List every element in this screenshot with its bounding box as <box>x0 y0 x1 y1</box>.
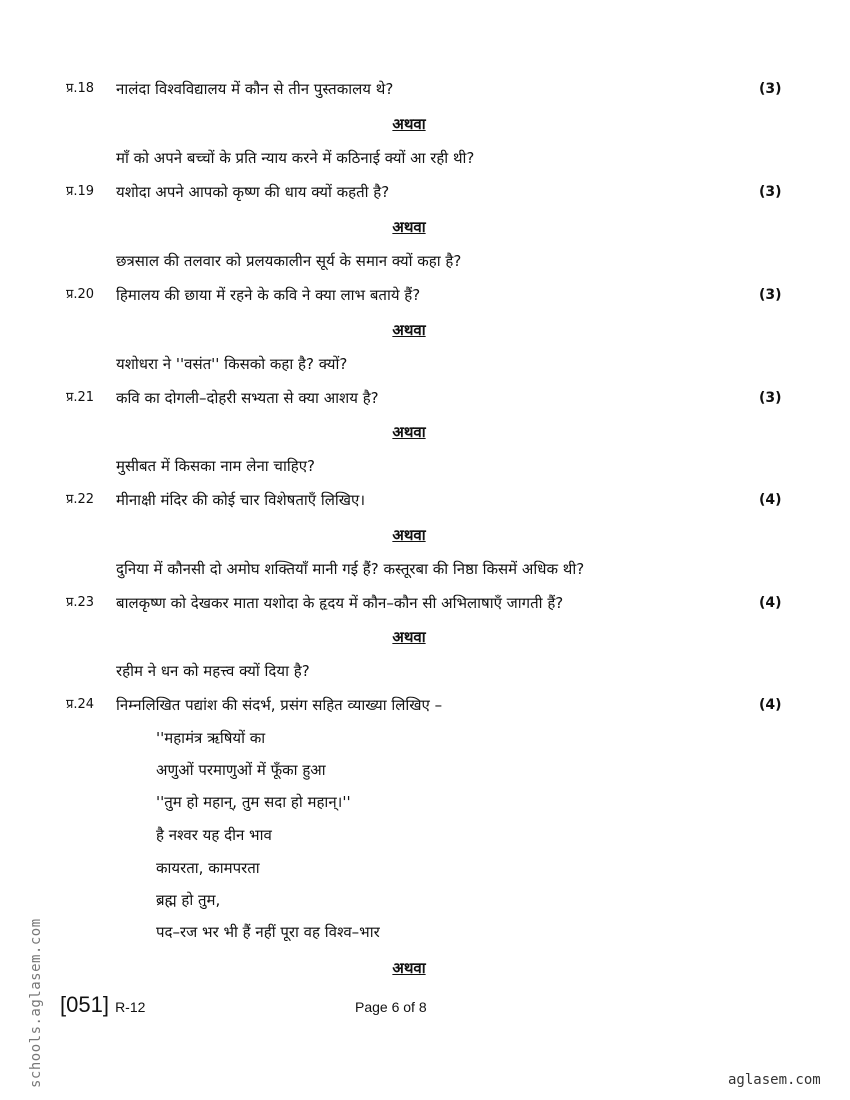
question-number: प्र.21 <box>66 390 95 405</box>
poem-line: अणुओं परमाणुओं में फूँका हुआ <box>156 761 326 779</box>
question-text: यशोदा अपने आपको कृष्ण की धाय क्यों कहती है? <box>116 183 390 201</box>
paper-code-number: [051] <box>60 992 109 1017</box>
poem-line: ब्रह्म हो तुम, <box>156 891 221 909</box>
alternative-question: दुनिया में कौनसी दो अमोघ शक्तियाँ मानी गई हैं? कस्तूरबा की निष्ठा किसमें अधिक थी? <box>116 560 585 578</box>
question-text: निम्नलिखित पद्यांश की संदर्भ, प्रसंग सहित व्याख्या लिखिए – <box>116 696 443 714</box>
page-number: Page 6 of 8 <box>355 999 427 1015</box>
question-marks: (4) <box>759 697 782 713</box>
or-label: अथवा <box>392 959 426 977</box>
question-number: प्र.18 <box>66 81 95 96</box>
question-number: प्र.19 <box>66 184 95 199</box>
or-label: अथवा <box>392 115 426 133</box>
question-number: प्र.24 <box>66 697 95 712</box>
poem-line: कायरता, कामपरता <box>156 859 260 877</box>
alternative-question: मुसीबत में किसका नाम लेना चाहिए? <box>116 457 315 475</box>
question-number: प्र.20 <box>66 287 95 302</box>
poem-line: ''महामंत्र ऋषियों का <box>156 729 266 747</box>
question-text: हिमालय की छाया में रहने के कवि ने क्या लाभ बताये हैं? <box>116 286 421 304</box>
or-label: अथवा <box>392 423 426 441</box>
question-text: बालकृष्ण को देखकर माता यशोदा के हृदय में कौन–कौन सी अभिलाषाएँ जागती हैं? <box>116 594 564 612</box>
side-watermark: schools.aglasem.com <box>28 918 44 1088</box>
alternative-question: छत्रसाल की तलवार को प्रलयकालीन सूर्य के समान क्यों कहा है? <box>116 252 462 270</box>
question-number: प्र.22 <box>66 492 95 507</box>
paper-code <box>60 992 145 1018</box>
question-marks: (3) <box>759 81 782 97</box>
or-label: अथवा <box>392 218 426 236</box>
alternative-question: रहीम ने धन को महत्त्व क्यों दिया है? <box>116 662 310 680</box>
question-marks: (4) <box>759 492 782 508</box>
question-text: मीनाक्षी मंदिर की कोई चार विशेषताएँ लिखिए। <box>116 491 366 509</box>
or-label: अथवा <box>392 628 426 646</box>
question-marks: (3) <box>759 184 782 200</box>
alternative-question: माँ को अपने बच्चों के प्रति न्याय करने में कठिनाई क्यों आ रही थी? <box>116 149 475 167</box>
bottom-watermark: aglasem.com <box>728 1072 821 1088</box>
question-number: प्र.23 <box>66 595 95 610</box>
question-text: कवि का दोगली–दोहरी सभ्यता से क्या आशय है? <box>116 389 379 407</box>
question-marks: (3) <box>759 390 782 406</box>
or-label: अथवा <box>392 526 426 544</box>
paper-series: R-12 <box>115 999 146 1015</box>
poem-line: पद–रज भर भी हैं नहीं पूरा वह विश्व–भार <box>156 923 380 941</box>
poem-line: है नश्वर यह दीन भाव <box>156 826 272 844</box>
alternative-question: यशोधरा ने ''वसंत'' किसको कहा है? क्यों? <box>116 355 348 373</box>
question-marks: (4) <box>759 595 782 611</box>
or-label: अथवा <box>392 321 426 339</box>
question-marks: (3) <box>759 287 782 303</box>
poem-line: ''तुम हो महान्, तुम सदा हो महान्।'' <box>156 793 351 811</box>
question-text: नालंदा विश्वविद्यालय में कौन से तीन पुस्तकालय थे? <box>116 80 394 98</box>
